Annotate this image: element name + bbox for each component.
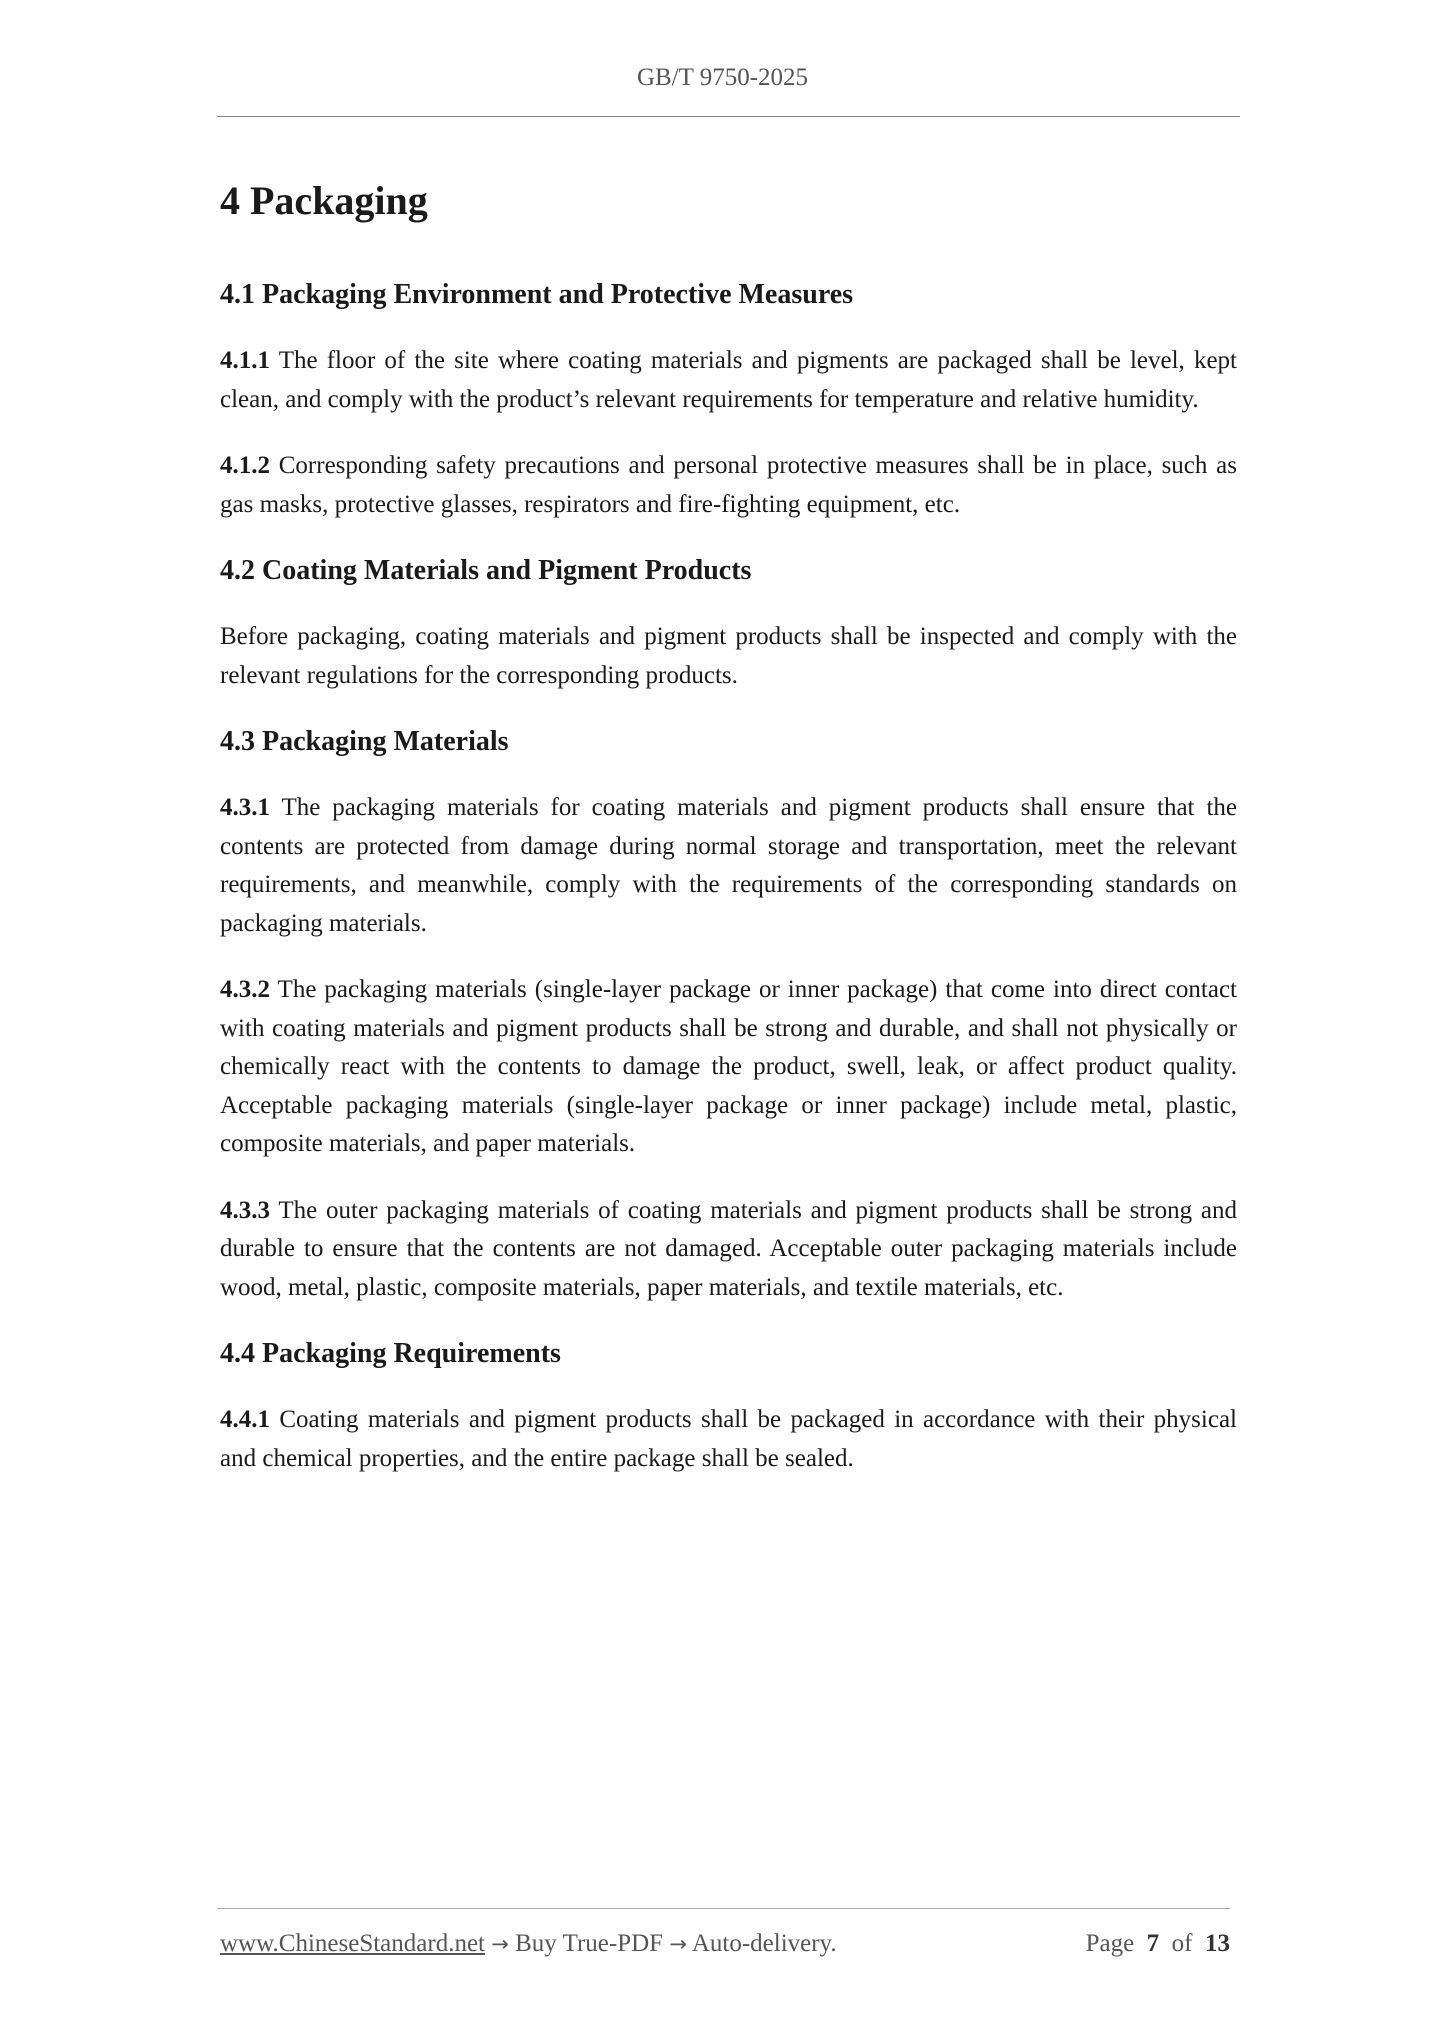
clause-text: Corresponding safety precautions and personal protective measures shall be in place, such as gas masks, protective glasses, respirators and fire-fighting equipment, etc.	[220, 452, 1237, 518]
clause-number: 4.1.2	[220, 452, 270, 479]
footer-promo	[220, 1926, 837, 1962]
clause-text: The outer packaging materials of coating materials and pigment products shall be strong and durable to ensure that the contents are not damaged. Acceptable outer packaging materials include wood, metal, plastic, composite materials, paper materials, and textile materials, etc.	[220, 1196, 1237, 1301]
page-label: Page	[1085, 1930, 1135, 1957]
subsection-4-3-title: 4.3 Packaging Materials	[220, 726, 509, 757]
clause-number: 4.3.3	[220, 1196, 270, 1224]
clause-text: The floor of the site where coating materials and pigments are packaged shall be level, kept clean, and comply with the product’s relevant requirements for temperature and relative humidity.	[220, 347, 1237, 413]
clause-4-1-2	[220, 447, 1237, 524]
clause-4-3-2	[220, 971, 1237, 1164]
clause-4-4-1	[220, 1401, 1237, 1478]
website-link[interactable]: www.ChineseStandard.net	[220, 1930, 485, 1957]
clause-4-1-1	[220, 342, 1237, 419]
footer-divider	[217, 1908, 1230, 1909]
clause-4-3-3	[220, 1192, 1237, 1308]
clause-4-2-text	[220, 618, 1237, 695]
subsection-4-1-title: 4.1 Packaging Environment and Protective Measures	[220, 279, 854, 310]
clause-text: The packaging materials (single-layer package or inner package) that come into direct contact with coating materials and pigment products shall be strong and durable, and shall not physically or chemically react with the contents to damage the product, swell, leak, or affect product quality. Acceptable packaging materials (single-layer package or inner package) include metal, plastic, composite materials, and paper materials.	[220, 976, 1237, 1157]
page-total: 13	[1205, 1930, 1230, 1957]
buy-text: Buy True-PDF	[508, 1930, 670, 1957]
clause-4-3-1	[220, 789, 1237, 943]
page-current: 7	[1146, 1930, 1160, 1957]
page-content	[220, 170, 1237, 1506]
auto-delivery-text: Auto-delivery.	[686, 1930, 837, 1957]
subsection-4-4-title: 4.4 Packaging Requirements	[220, 1338, 561, 1369]
clause-number: 4.3.1	[220, 794, 270, 821]
page-number	[1086, 1926, 1230, 1962]
document-header: GB/T 9750-2025	[636, 64, 809, 91]
arrow-right-icon: →	[491, 1932, 509, 1956]
clause-text: The packaging materials for coating materials and pigment products shall ensure that the contents are protected from damage during normal storage and transportation, meet the relevant requirements, and meanwhile, comply with the requirements of the corresponding standards on packaging materials.	[220, 794, 1237, 937]
clause-text: Coating materials and pigment products shall be packaged in accordance with their physical and chemical properties, and the entire package shall be sealed.	[220, 1406, 1237, 1472]
header-divider	[217, 116, 1240, 117]
clause-text: Before packaging, coating materials and pigment products shall be inspected and comply with the relevant regulations for the corresponding products.	[220, 623, 1237, 689]
arrow-right-icon: →	[669, 1932, 687, 1956]
clause-number: 4.3.2	[220, 976, 270, 1003]
of-label: of	[1171, 1930, 1193, 1957]
clause-number: 4.4.1	[220, 1406, 270, 1433]
clause-number: 4.1.1	[220, 347, 270, 374]
subsection-4-2-title: 4.2 Coating Materials and Pigment Products	[220, 555, 752, 586]
section-title: 4 Packaging	[220, 178, 428, 223]
